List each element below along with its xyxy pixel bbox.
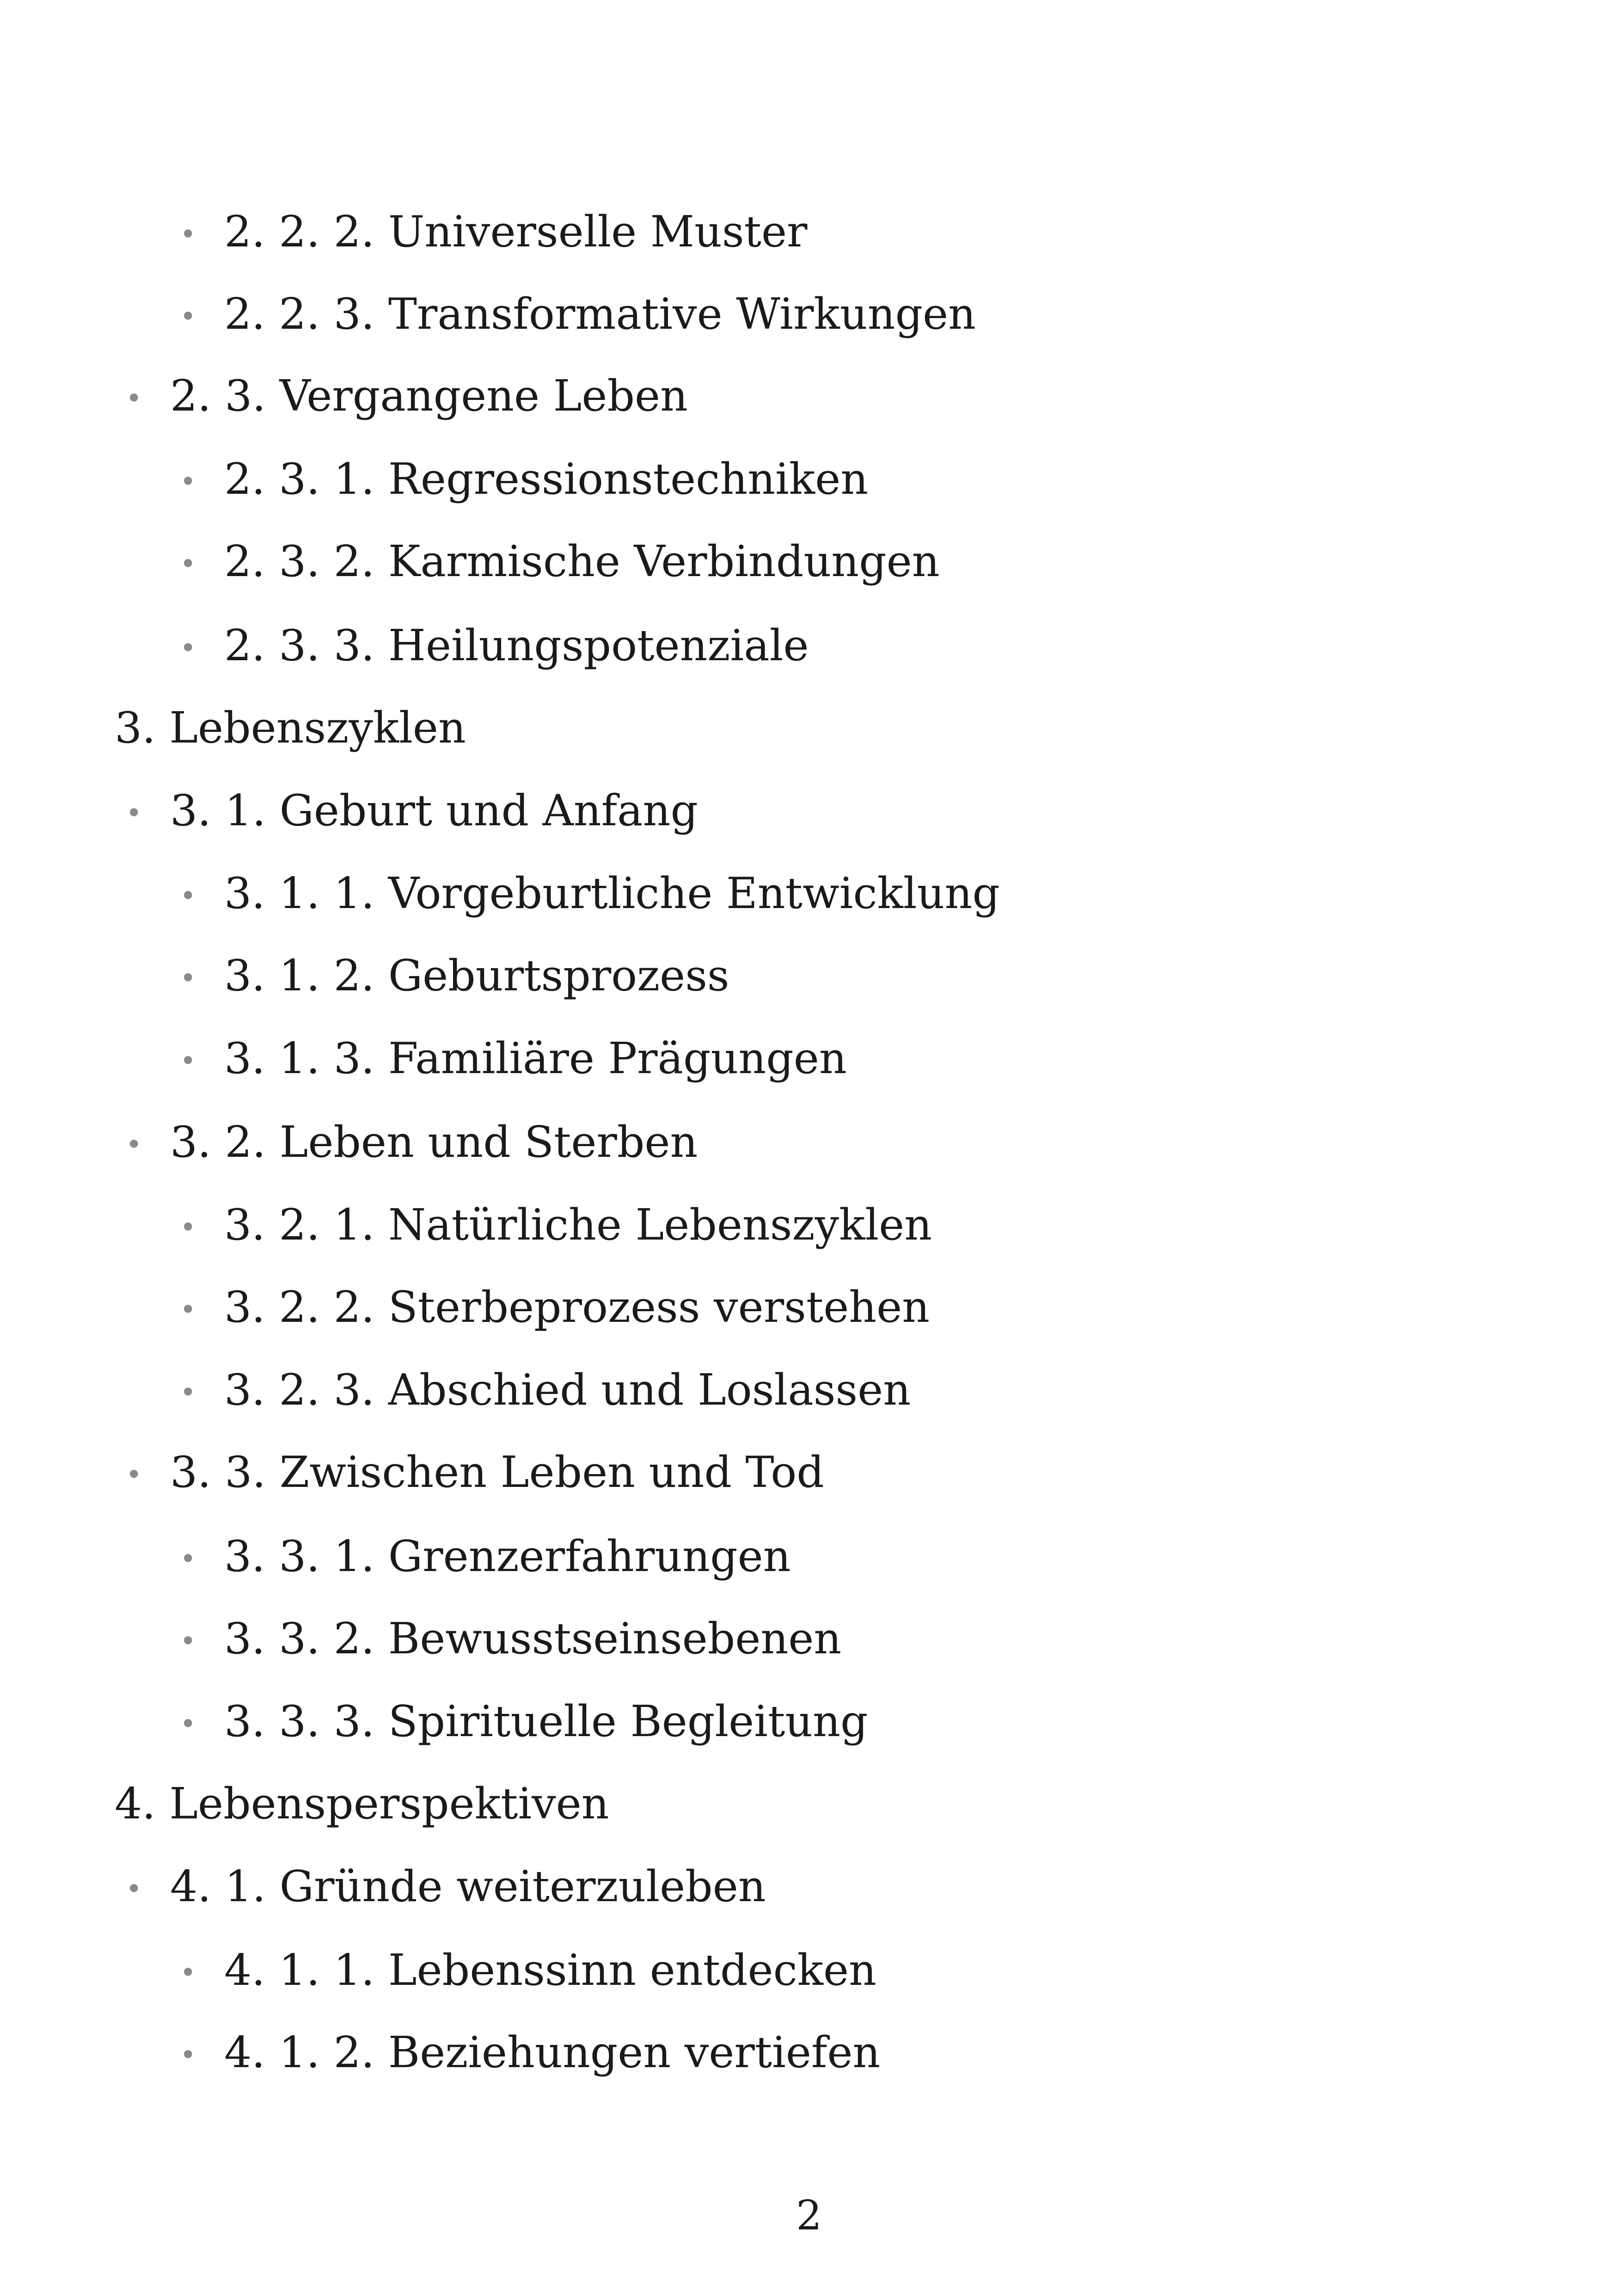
bullet-icon: • <box>180 1957 196 1989</box>
toc-entry-label: 2. 3. 2. Karmische Verbindungen <box>224 536 940 586</box>
toc-entry <box>126 1447 824 1497</box>
toc-entry <box>180 1531 791 1581</box>
toc-entry-label: 3. 1. 2. Geburtsprozess <box>224 951 729 1001</box>
toc-entry <box>180 1282 930 1332</box>
toc-entry <box>180 868 1000 918</box>
bullet-icon: • <box>180 1211 196 1244</box>
toc-entry <box>115 1779 609 1829</box>
toc-entry-label: 3. 3. Zwischen Leben und Tod <box>170 1447 824 1497</box>
toc-entry <box>180 1945 876 1995</box>
toc-entry-label: 4. 1. 2. Beziehungen vertiefen <box>224 2027 881 2077</box>
toc-entry <box>126 786 698 835</box>
toc-entry <box>180 1696 868 1746</box>
toc-entry-label: 2. 3. 1. Regressionstechniken <box>224 454 869 504</box>
toc-entry-label: 2. 2. 2. Universelle Muster <box>224 207 808 257</box>
toc-entry-label: 2. 3. 3. Heilungspotenziale <box>224 620 809 670</box>
toc-entry-label: 3. 1. 3. Familiäre Prägungen <box>224 1033 847 1083</box>
toc-entry <box>180 1365 911 1415</box>
toc-entry-label: 2. 3. Vergangene Leben <box>170 371 688 421</box>
bullet-icon: • <box>180 1708 196 1740</box>
bullet-icon: • <box>180 466 196 498</box>
toc-entry <box>126 371 688 421</box>
bullet-icon: • <box>126 1873 142 1905</box>
bullet-icon: • <box>180 1294 196 1326</box>
bullet-icon: • <box>180 1045 196 1077</box>
toc-entry-label: 3. 2. 2. Sterbeprozess verstehen <box>224 1282 930 1332</box>
toc-entry-label: 3. 2. Leben und Sterben <box>170 1117 698 1167</box>
toc-entry <box>180 620 809 670</box>
toc-entry-label: 3. Lebenszyklen <box>115 703 466 753</box>
bullet-icon: • <box>180 880 196 912</box>
bullet-icon: • <box>126 1129 142 1161</box>
toc-entry-label: 3. 3. 1. Grenzerfahrungen <box>224 1531 791 1581</box>
bullet-icon: • <box>180 962 196 995</box>
toc-entry <box>180 536 940 586</box>
bullet-icon: • <box>126 1459 142 1491</box>
toc-entry-label: 4. 1. Gründe weiterzuleben <box>170 1861 766 1911</box>
toc-entry-label: 3. 1. 1. Vorgeburtliche Entwicklung <box>224 868 1000 918</box>
toc-entry-label: 3. 3. 2. Bewusstseinsebenen <box>224 1614 842 1664</box>
toc-entry <box>180 454 869 504</box>
page-number: 2 <box>796 2192 822 2239</box>
toc-entry <box>180 1033 847 1083</box>
bullet-icon: • <box>180 548 196 580</box>
bullet-icon: • <box>126 382 142 415</box>
bullet-icon: • <box>180 2039 196 2071</box>
bullet-icon: • <box>180 1543 196 1575</box>
toc-entry-label: 3. 2. 1. Natürliche Lebenszyklen <box>224 1200 932 1250</box>
toc-entry <box>180 1200 932 1250</box>
bullet-icon: • <box>180 301 196 333</box>
toc-entry-label: 4. Lebensperspektiven <box>115 1779 609 1829</box>
toc-entry <box>126 1117 698 1167</box>
bullet-icon: • <box>180 218 196 251</box>
toc-entry-label: 4. 1. 1. Lebenssinn entdecken <box>224 1945 876 1995</box>
toc-entry <box>126 1861 766 1911</box>
toc-entry-label: 3. 1. Geburt und Anfang <box>170 786 698 835</box>
bullet-icon: • <box>180 1625 196 1658</box>
toc-entry <box>180 207 808 257</box>
toc-entry <box>180 951 729 1001</box>
toc-entry-label: 3. 2. 3. Abschied und Loslassen <box>224 1365 911 1415</box>
toc-entry-label: 3. 3. 3. Spirituelle Begleitung <box>224 1696 868 1746</box>
toc-entry <box>180 1614 842 1664</box>
toc-entry <box>180 289 976 339</box>
bullet-icon: • <box>180 632 196 664</box>
toc-entry <box>115 703 466 753</box>
toc-entry-label: 2. 2. 3. Transformative Wirkungen <box>224 289 976 339</box>
bullet-icon: • <box>180 1376 196 1409</box>
toc-entry <box>180 2027 881 2077</box>
bullet-icon: • <box>126 797 142 829</box>
